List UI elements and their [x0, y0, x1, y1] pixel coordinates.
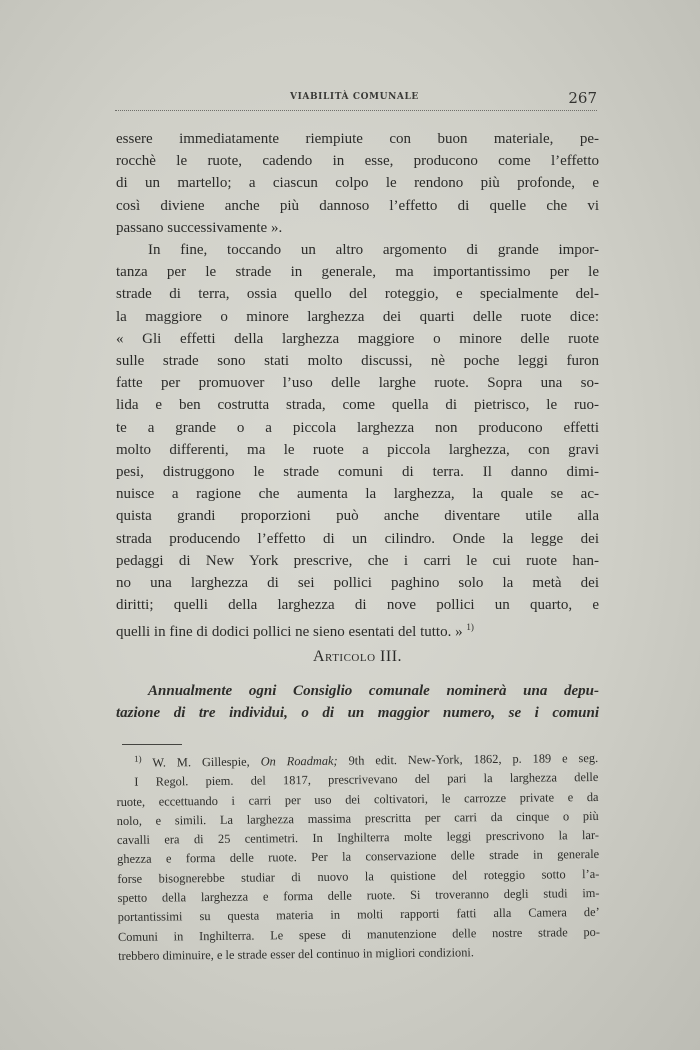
- footnote-citation: 9th edit. New-York, 1862, p. 189 e seg.: [348, 750, 599, 768]
- footnote-line: I Regol. piem. del 1817, prescrivevano del pari la larghezza delle: [134, 770, 599, 790]
- text-line: quista grandi proporzioni può anche diventare utile alla: [116, 508, 599, 525]
- text-line: essere immediatamente riempiute con buon materiale, pe-: [116, 131, 599, 147]
- heading-word: rticolo: [325, 648, 376, 665]
- text-line-with-footnote: [116, 616, 599, 643]
- footnote-line: portantissimi su questa materia in molti rapporti fatti alla Camera de’: [117, 905, 600, 925]
- footnote-line: spetto della larghezza e forma delle ruote. Si troveranno degli studi im-: [117, 886, 600, 906]
- running-header: [115, 88, 597, 111]
- footnote-author: W. M. Gillespie,: [152, 754, 250, 770]
- footnote-line: trebbero diminuire, e le strade esser del continuo in migliori condizioni.: [118, 945, 475, 963]
- section-heading: [116, 648, 599, 666]
- text-line: fatte per promuover l’uso delle larghe ruote. Sopra una so-: [116, 375, 599, 392]
- text-line: la maggiore o minore larghezza dei quarti delle ruote dice:: [116, 308, 599, 325]
- text-line: lida e ben costrutta strada, come quella di pietrisco, le ruo-: [116, 397, 599, 414]
- article-line: tazione di tre individui, o di un maggior numero, se i comuni: [116, 705, 599, 721]
- text-line: rocchè le ruote, cadendo in esse, producono come l’effetto: [116, 153, 599, 170]
- text-line: « Gli effetti della larghezza maggiore o minore delle ruote: [116, 330, 599, 347]
- text-line: passano successivamente ».: [116, 219, 283, 236]
- text-line: nuisce a ragione che aumenta la larghezza, la quale se ac-: [116, 486, 599, 503]
- text-line: quelli in fine di dodici pollici ne sieno esentati del tutto. »: [116, 624, 463, 641]
- footnote-line: ghezza e forma delle ruote. Per la conservazione delle strade in generale: [117, 847, 600, 867]
- running-title: VIABILITÀ COMUNALE: [290, 92, 419, 102]
- footnote-line: ruote, eccettuando i carri per uso dei coltivatori, le carrozze private e da: [116, 789, 599, 809]
- text-line: così diviene anche più dannoso l’effetto di quelle che vi: [116, 197, 599, 214]
- text-line: pesi, distruggono le strade comuni di terra. Il danno dimi-: [116, 464, 599, 481]
- text-line: strade di terra, ossia quello del roteggio, e specialmente del-: [116, 286, 599, 303]
- footnote-line: cavalli era di 25 centimetri. In Inghilterra molte leggi prescrivono la lar-: [116, 828, 599, 848]
- text-line: di un martello; a ciascun colpo le rendono più profonde, e: [116, 175, 599, 192]
- footnote-line: Comuni in Inghilterra. Le spese di manutenzione delle nostre strade po-: [117, 924, 601, 944]
- heading-number: III.: [380, 648, 403, 665]
- text-line: molto differenti, ma le ruote a piccola larghezza, con gravi: [116, 441, 599, 458]
- text-line: In fine, toccando un altro argomento di grande impor-: [148, 242, 599, 259]
- footnote-separator: [122, 744, 182, 745]
- footnotes: [116, 745, 600, 966]
- heading-initial: A: [312, 648, 326, 665]
- article-text: [116, 680, 599, 724]
- text-line: no una larghezza di sei pollici paghino solo la metà dei: [116, 575, 599, 592]
- footnote-line: forse bisognerebbe studiar di nuovo la quistione del roteggio sotto l’a-: [117, 866, 600, 886]
- text-line: pedaggi di New York prescrive, che i carri le cui ruote han-: [116, 552, 599, 569]
- text-line: strada producendo l’effetto di un cilindro. Onde la legge dei: [116, 530, 599, 547]
- text-line: diritti; quelli della larghezza di nove pollici un quarto, e: [116, 597, 599, 614]
- body-text: [116, 128, 599, 644]
- text-line: sulle strade sono stati molto discussi, nè poche leggi furon: [116, 353, 599, 370]
- footnote-marker: 1): [134, 753, 142, 764]
- text-line: te a grande o a piccola larghezza non producono effetti: [116, 419, 599, 436]
- footnote-book-title: On Roadmak;: [260, 753, 338, 769]
- footnote-line: nolo, e simili. La larghezza massima prescritta per carri da cinque o più: [116, 808, 599, 828]
- text-line: tanza per le strade in generale, ma importantissimo per le: [116, 264, 599, 281]
- article-line: Annualmente ogni Consiglio comunale nominerà una depu-: [148, 683, 599, 699]
- footnote-reference[interactable]: 1): [466, 622, 474, 633]
- page-number: 267: [568, 89, 597, 107]
